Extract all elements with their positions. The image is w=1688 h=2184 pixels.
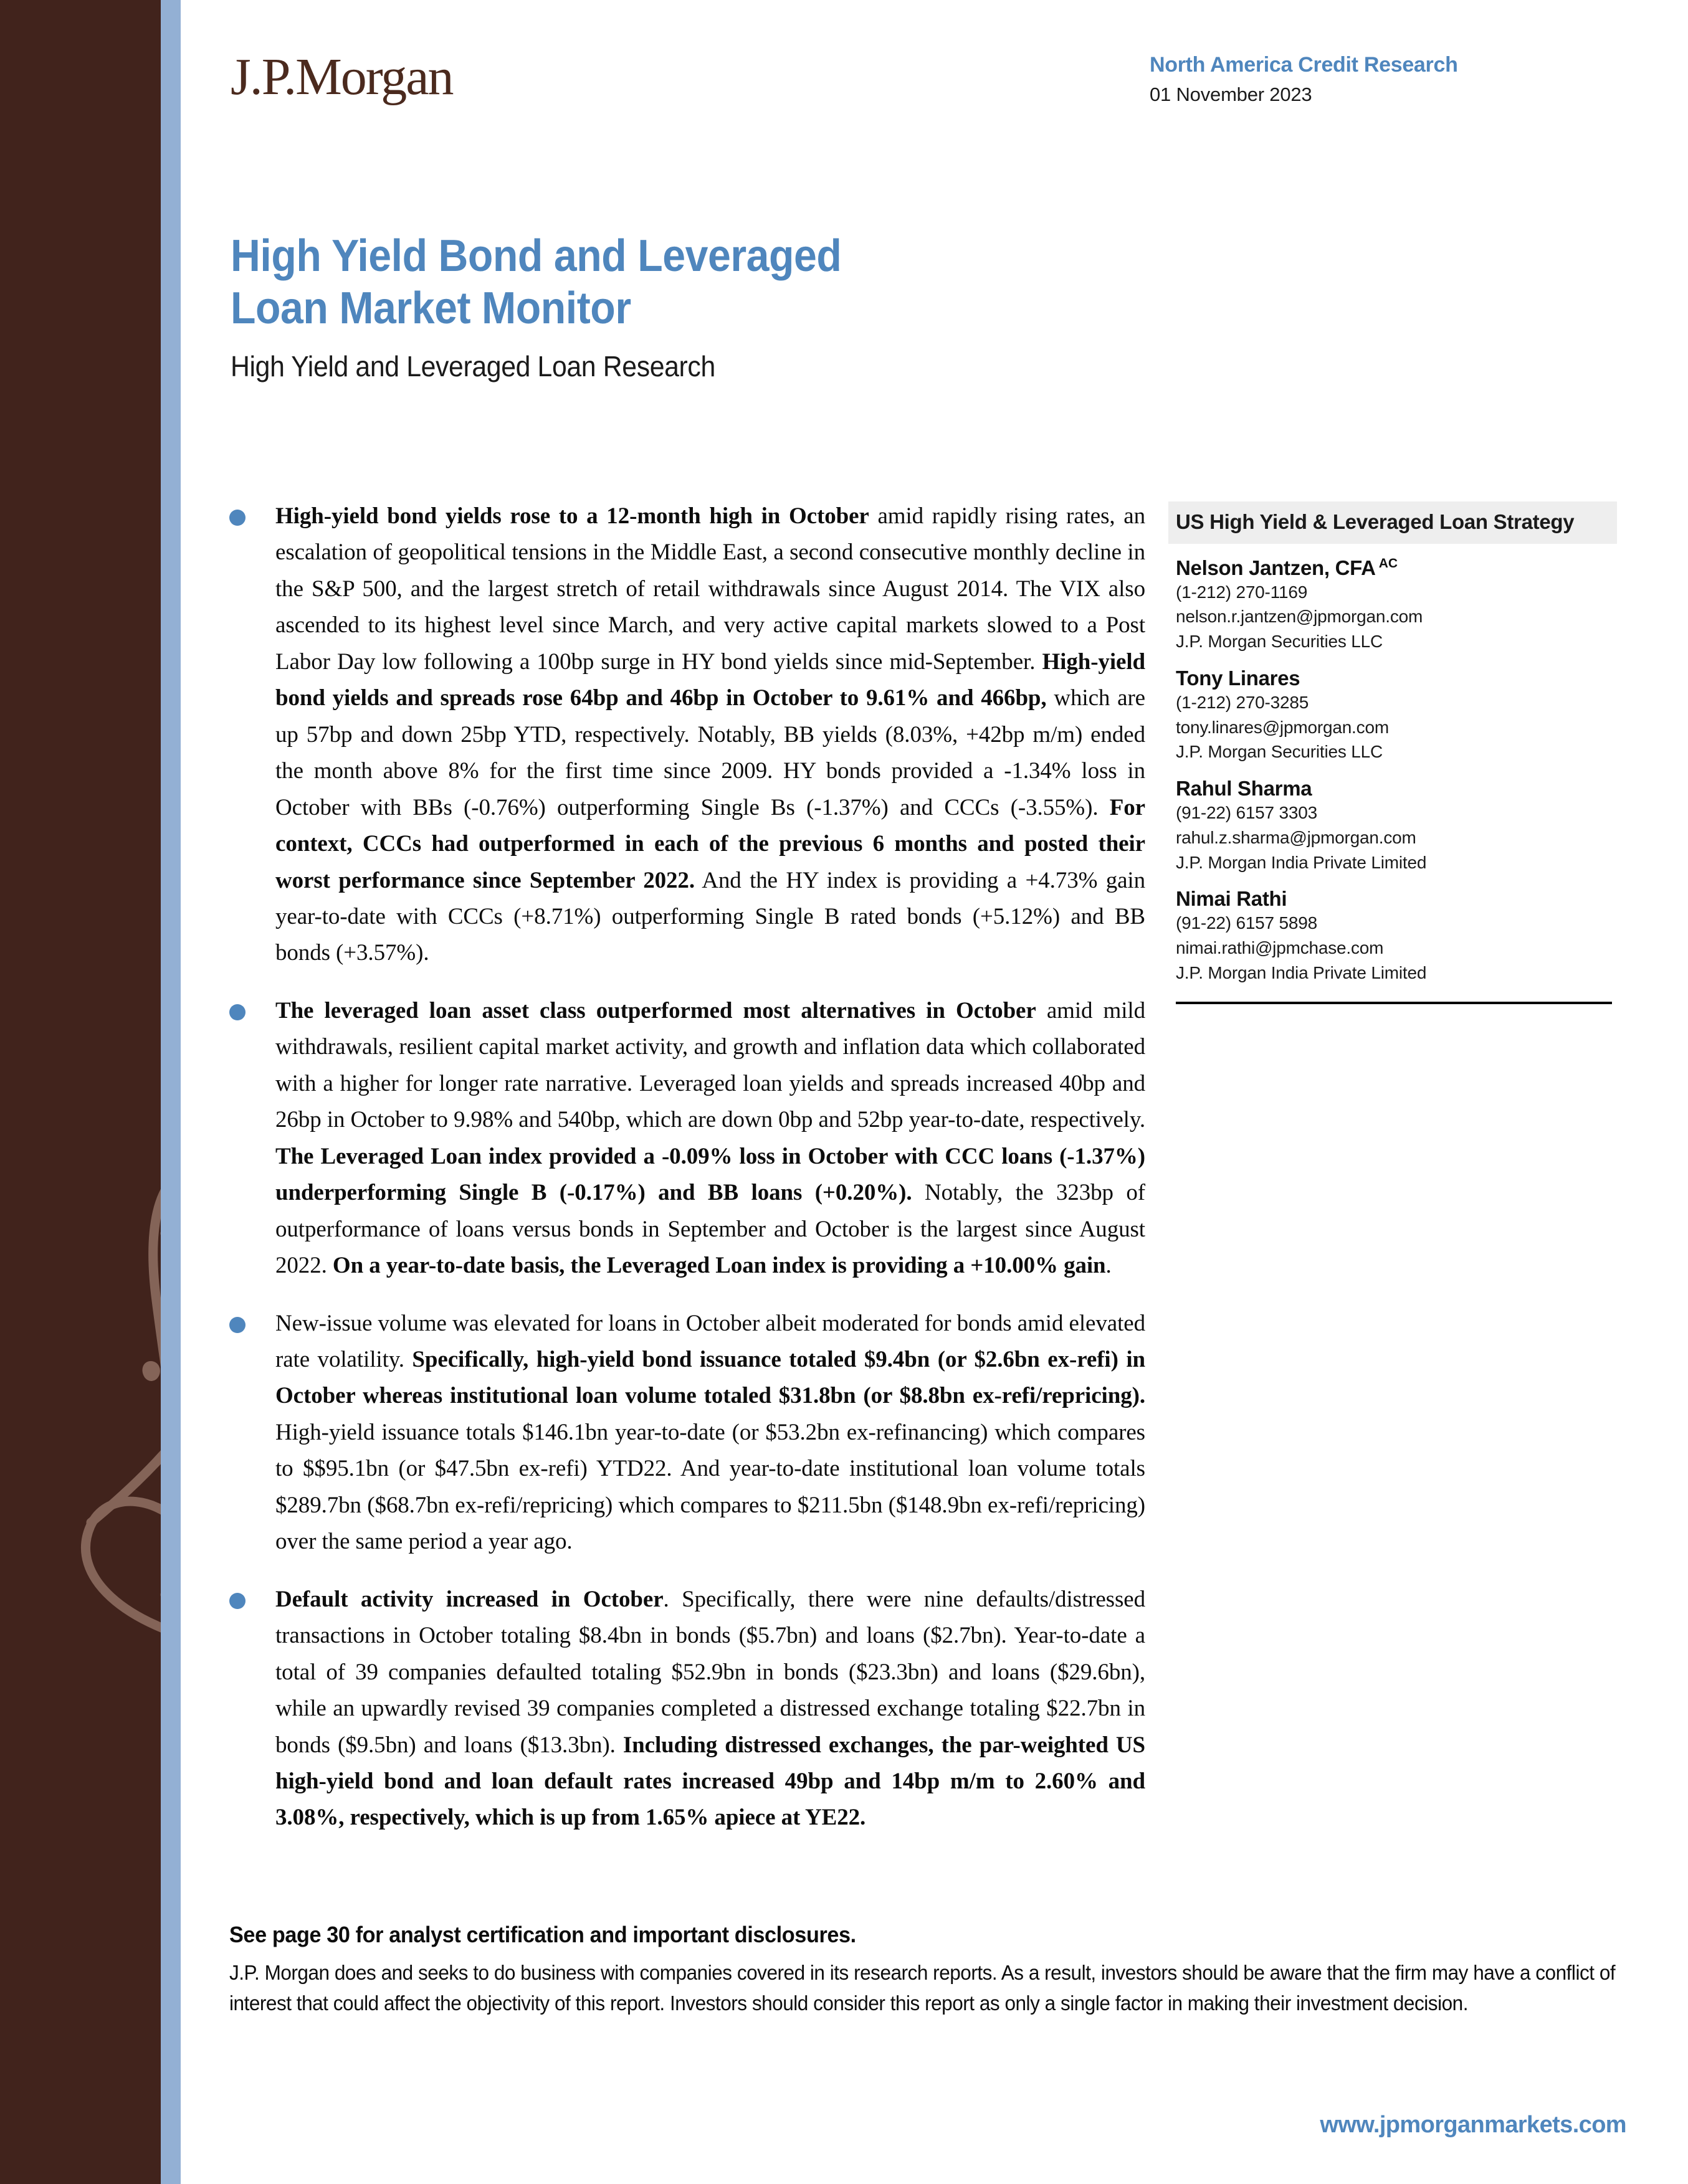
analyst-divider: [1176, 1002, 1612, 1004]
bullet-new-issue-volume: [229, 1306, 1145, 1560]
analyst-phone[interactable]: (1-212) 270-1169: [1176, 582, 1308, 602]
page-title-line-2: Loan Market Monitor: [231, 283, 631, 333]
analyst-entry: [1168, 777, 1617, 875]
jpmorgan-signature-watermark-icon: [31, 984, 161, 1669]
analyst-email[interactable]: nelson.r.jantzen@jpmorgan.com: [1176, 607, 1423, 627]
page-canvas: [181, 0, 1688, 2184]
analyst-phone[interactable]: (91-22) 6157 5898: [1176, 913, 1317, 933]
analyst-entity: J.P. Morgan India Private Limited: [1176, 962, 1427, 982]
jpmorgan-logo: J.P.Morgan: [231, 48, 453, 106]
analyst-phone[interactable]: (91-22) 6157 3303: [1176, 803, 1317, 823]
report-series-label: North America Credit Research: [1150, 53, 1458, 77]
bullet-paragraph: New-issue volume was elevated for loans in October albeit moderated for bonds amid elevated rate volatility. Specifically, high-yield bond issuance totaled $9.4bn (or $2.6bn ex-refi) in October whereas institutional loan volume totaled $31.8bn (or $8.8bn ex-refi/repricing). High-yield issuance totals $146.1bn year-to-date (or $53.2bn ex-refinancing) which compares to $$95.1bn (or $47.5bn ex-refi) YTD22. And year-to-date institutional loan volume totals $289.7bn ($68.7bn ex-refi/repricing) which compares to $211.5bn ($148.9bn ex-refi/repricing) over the same period a year ago.: [275, 1310, 1145, 1555]
bullet-point-icon: [229, 510, 246, 526]
analyst-contact-panel: [1168, 501, 1617, 1004]
bullet-default-activity: [229, 1582, 1145, 1836]
left-blue-rail: [161, 0, 181, 2184]
analyst-email[interactable]: nimai.rathi@jpmchase.com: [1176, 938, 1384, 958]
masthead: [181, 0, 1688, 187]
jpmorganmarkets-url-link[interactable]: www.jpmorganmarkets.com: [1320, 2112, 1626, 2138]
page-subtitle: High Yield and Leveraged Loan Research: [231, 350, 715, 383]
analyst-email[interactable]: rahul.z.sharma@jpmorgan.com: [1176, 827, 1416, 847]
analyst-entity: J.P. Morgan Securities LLC: [1176, 742, 1383, 762]
disclosure-block: [229, 1922, 1625, 2019]
analyst-entry: [1168, 887, 1617, 985]
bullet-point-icon: [229, 1317, 246, 1333]
title-block: [231, 230, 1165, 383]
bullet-leveraged-loan-asset-class: [229, 993, 1145, 1284]
masthead-meta: [1150, 53, 1648, 106]
analyst-phone[interactable]: (1-212) 270-3285: [1176, 692, 1309, 712]
analyst-name: Nimai Rathi: [1176, 887, 1287, 911]
bullet-paragraph: The leveraged loan asset class outperformed most alternatives in October amid mild withdrawals, resilient capital market activity, and growth and inflation data which collaborated with a higher for longer rate narrative. Leveraged loan yields and spreads increased 40bp and 26bp in October to 9.98% and 540bp, which are down 0bp and 52bp year-to-date, respectively. The Leveraged Loan index provided a -0.09% loss in October with CCC loans (-1.37%) underperforming Single B (-0.17%) and BB loans (+0.20%). Notably, the 323bp of outperformance of loans versus bonds in September and October is the largest since August 2022. On a year-to-date basis, the Leveraged Loan index is providing a +10.00% gain.: [275, 997, 1146, 1279]
analyst-entity: J.P. Morgan India Private Limited: [1176, 852, 1427, 872]
bullet-high-yield-bond-yields: [229, 498, 1145, 972]
bullet-point-icon: [229, 1004, 246, 1020]
report-date: 01 November 2023: [1150, 83, 1312, 105]
analyst-entry: [1168, 667, 1617, 764]
disclosure-headline: See page 30 for analyst certification and important disclosures.: [229, 1922, 856, 1947]
analyst-entity: J.P. Morgan Securities LLC: [1176, 632, 1383, 652]
analyst-certification-superscript: AC: [1375, 556, 1398, 571]
analyst-email[interactable]: tony.linares@jpmorgan.com: [1176, 717, 1389, 737]
analyst-name: Rahul Sharma: [1176, 777, 1312, 800]
analyst-name: Nelson Jantzen, CFA $^{AC}$: [1176, 556, 1398, 579]
analyst-group-header: US High Yield & Leveraged Loan Strategy: [1168, 501, 1617, 544]
analyst-entry: [1168, 556, 1617, 654]
disclosure-body: J.P. Morgan does and seeks to do business with companies covered in its research reports. As a result, investors should be aware that the firm may have a conflict of interest that could affect the objectivity of this report. Investors should consider this report as only a single factor in making their investment decision.: [229, 1961, 1616, 2015]
summary-bullet-list: [229, 498, 1145, 1858]
bullet-paragraph: Default activity increased in October. Specifically, there were nine defaults/distressed transactions in October totaling $8.4bn in bonds ($5.7bn) and loans ($2.7bn). Year-to-date a total of 39 companies defaulted totaling $52.9bn in bonds ($23.3bn) and loans ($29.6bn), while an upwardly revised 39 companies completed a distressed exchange totaling $22.7bn in bonds ($9.5bn) and loans ($13.3bn). Including distressed exchanges, the par-weighted US high-yield bond and loan default rates increased 49bp and 14bp m/m to 2.60% and 3.08%, respectively, which is up from 1.65% apiece at YE22.: [275, 1586, 1145, 1831]
bullet-paragraph: High-yield bond yields rose to a 12-month high in October amid rapidly rising rates, an escalation of geopolitical tensions in the Middle East, a second consecutive monthly decline in the S&P 500, and the largest stretch of retail withdrawals since August 2014. The VIX also ascended to its highest level since March, and very active capital markets slowed to a Post Labor Day low following a 100bp surge in HY bond yields since mid-September. High-yield bond yields and spreads rose 64bp and 46bp in October to 9.61% and 466bp, which are up 57bp and down 25bp YTD, respectively. Notably, BB yields (8.03%, +42bp m/m) ended the month above 8% for the first time since 2009. HY bonds provided a -1.34% loss in October with BBs (-0.76%) outperforming Single Bs (-1.37%) and CCCs (-3.55%). For context, CCCs had outperformed in each of the previous 6 months and posted their worst performance since September 2022. And the HY index is providing a +4.73% gain year-to-date with CCCs (+8.71%) outperforming Single B rated bonds (+5.12%) and BB bonds (+3.57%).: [275, 503, 1146, 966]
analyst-name: Tony Linares: [1176, 666, 1300, 690]
bullet-point-icon: [229, 1593, 246, 1609]
left-brown-rail: [0, 0, 161, 2184]
analyst-entry-list: [1168, 556, 1617, 985]
page-title-line-1: High Yield Bond and Leveraged: [231, 231, 842, 281]
